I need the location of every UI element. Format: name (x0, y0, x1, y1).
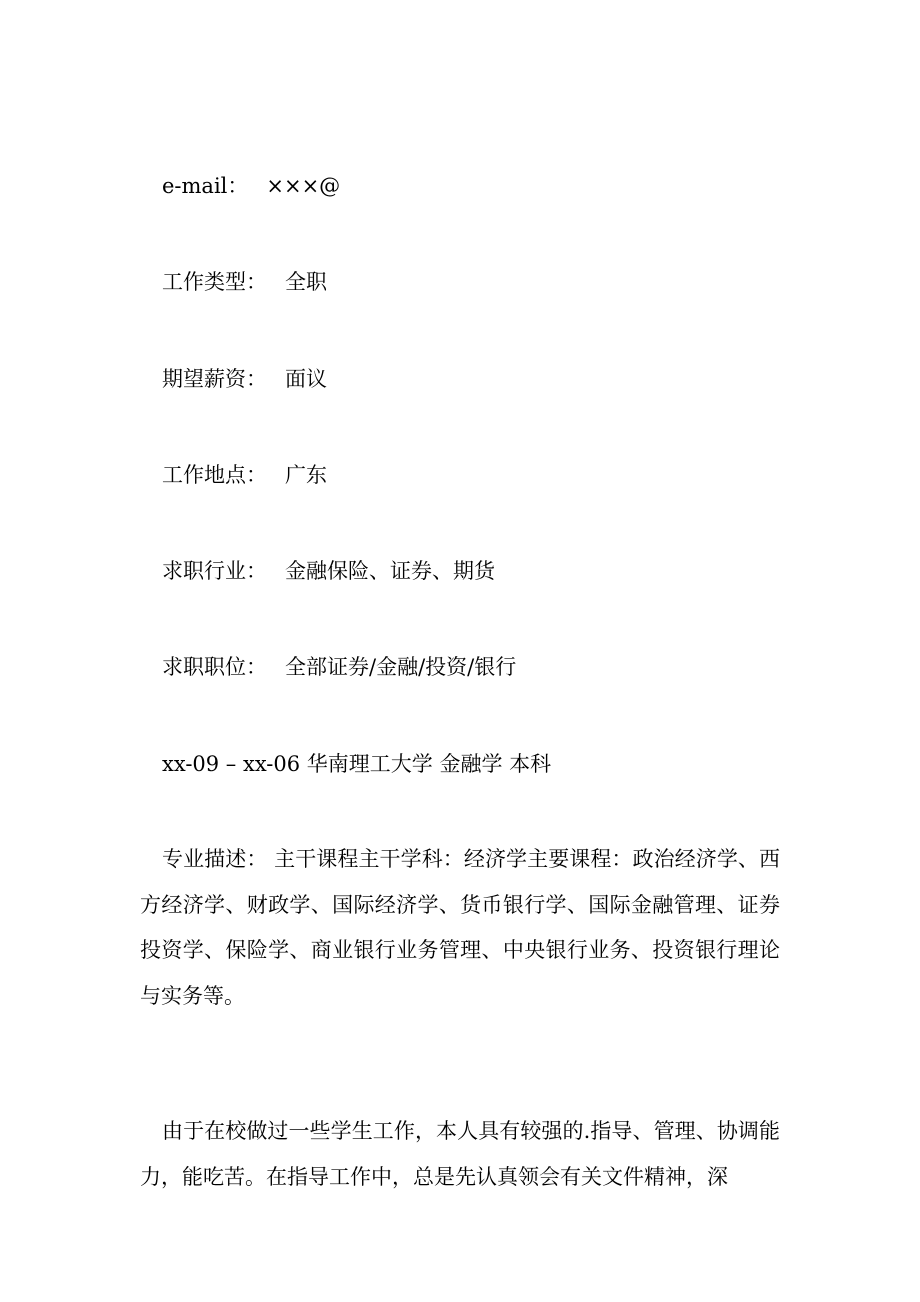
expected-salary-value: 面议 (285, 367, 327, 391)
work-location-label: 工作地点： (162, 463, 267, 487)
job-type-value: 全职 (285, 270, 327, 294)
target-industry-label: 求职行业： (162, 559, 267, 583)
target-position-line (162, 653, 516, 681)
target-industry-value: 金融保险、证券、期货 (285, 559, 495, 583)
education-line: xx-09 – xx-06 华南理工大学 金融学 本科 (162, 752, 552, 776)
target-position-value: 全部证券/金融/投资/银行 (285, 655, 517, 679)
self-assessment-paragraph: 由于在校做过一些学生工作，本人具有较强的.指导、管理、协调能力，能吃苦。在指导工作中，总是先认真领会有关文件精神，深 (140, 1119, 780, 1189)
job-type-label: 工作类型： (162, 270, 267, 294)
job-type-line (162, 268, 327, 296)
expected-salary-line (162, 365, 327, 393)
target-position-label: 求职职位： (162, 655, 267, 679)
email-line (162, 172, 340, 200)
email-value: ×××@ (266, 174, 341, 198)
email-label: e-mail： (162, 174, 249, 198)
target-industry-line (162, 557, 495, 585)
work-location-value: 广东 (285, 463, 327, 487)
work-location-line (162, 461, 327, 489)
major-description-paragraph: 专业描述： 主干课程主干学科：经济学主要课程：政治经济学、西方经济学、财政学、国际经济学、货币银行学、国际金融管理、证券投资学、保险学、商业银行业务管理、中央银行业务、投资银行理论与实务等。 (140, 847, 780, 1008)
expected-salary-label: 期望薪资： (162, 367, 267, 391)
